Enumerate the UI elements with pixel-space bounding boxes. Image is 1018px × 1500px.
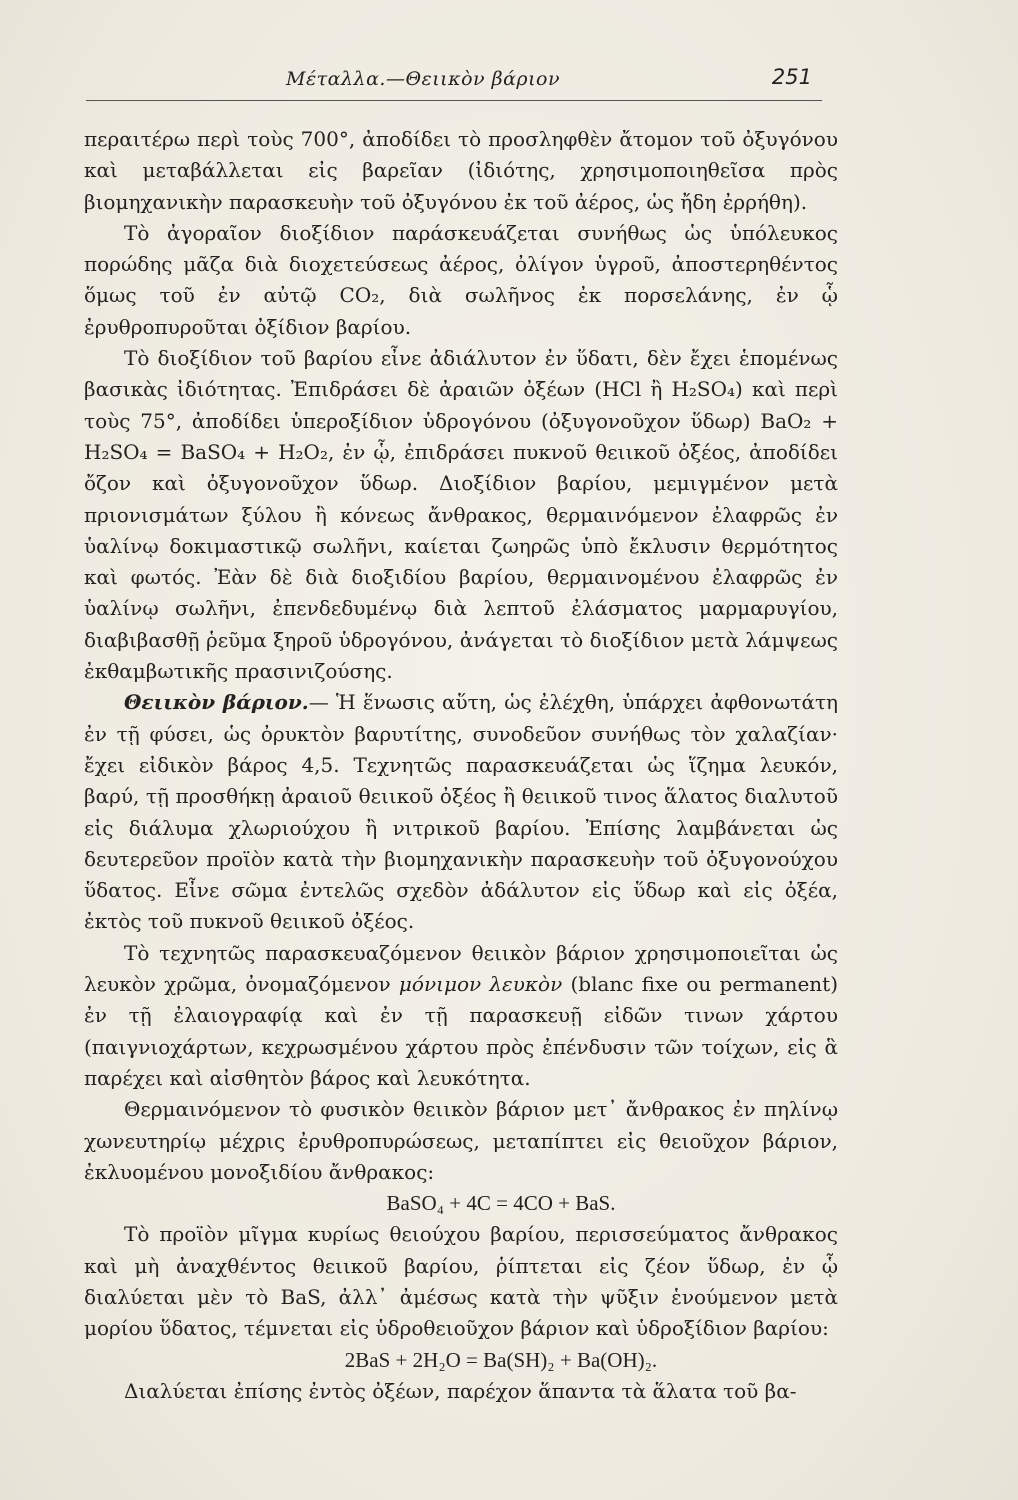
paragraph-dioxide-properties: Τὸ διοξίδιον τοῦ βαρίου εἶνε ἀδιάλυτον ἐν ὕδατι, δὲν ἔχει ἑπομένως βασικὰς ἰδιότητας. Ἐπιδράσει δὲ ἀραιῶν ὀξέων (HCl ἢ H₂SO₄) καὶ περὶ τοὺς 75°, ἀποδίδει ὑπεροξίδιον ὑδρογόνου (ὀξυγονοῦχον ὕδωρ) BaO₂ + H₂SO₄ = BaSO₄ + H₂O₂, ἐν ᾧ, ἐπιδράσει πυκνοῦ θειικοῦ ὀξέος, ἀποδίδει ὄζον καὶ ὀξυγονοῦχον ὕδωρ. Διοξίδιον βαρίου, μεμιγμένον μετὰ πριονισμάτων ξύλου ἢ κόνεως ἄνθρακος, θερμαινόμενον ἐλαφρῶς ἐν ὑαλίνῳ δοκιμαστικῷ σωλῆνι, καίεται ζωηρῶς ὑπὸ ἔκλυσιν θερμότητος καὶ φωτός. Ἐὰν δὲ διὰ διοξιδίου βαρίου, θερμαινομένου ἐλαφρῶς ἐν ὑαλίνῳ σωλῆνι, ἐπενδεδυμένῳ διὰ λεπτοῦ ἐλάσματος μαρμαρυγίου, διαβιβασθῇ ῥεῦμα ξηροῦ ὑδρογόνου, ἀνάγεται τὸ διοξίδιον μετὰ λάμψεως ἐκθαμβωτικῆς πρασινιζούσης. [84,346,838,684]
chemical-equation: BaSO₄ + 4C = 4CO + BaS. [386,1191,616,1216]
italic-term: μόνιμον λευκὸν [398,972,563,997]
body-text [84,124,838,1407]
paragraph-continuation: περαιτέρω περὶ τοὺς 700°, ἀποδίδει τὸ προσληφθὲν ἄτομον τοῦ ὀξυγόνου καὶ μεταβάλλεται εἰς βαρεῖαν (ἰδιότης, χρησιμοποιηθεῖσα πρὸς βιομηχανικὴν παρασκευὴν τοῦ ὀξυγόνου ἐκ τοῦ ἀέρος, ὡς ἤδη ἐρρήθη). [84,127,838,214]
page-number: 251 [771,65,812,89]
running-title: Μέταλλα.—Θειικὸν βάριον [286,68,561,90]
paragraph-acids: Διαλύεται ἐπίσης ἐντὸς ὀξέων, παρέχον ἅπαντα τὰ ἅλατα τοῦ βα- [124,1378,797,1403]
section-heading: Θειικὸν βάριον. [124,690,309,715]
paragraph-product-mixture: Τὸ προϊὸν μῖγμα κυρίως θειούχου βαρίου, περισσεύματος ἄνθρακος καὶ μὴ ἀναχθέντος θειικοῦ βαρίου, ῥίπτεται εἰς ζέον ὕδωρ, ἐν ᾧ διαλύεται μὲν τὸ BaS, ἀλλ᾽ ἀμέσως κατὰ τὴν ψῦξιν ἑνούμενον μετὰ μορίου ὕδατος, τέμνεται εἰς ὑδροθειοῦχον βάριον καὶ ὑδροξίδιον βαρίου: [84,1222,838,1341]
page-header [86,60,822,101]
paragraph-permanent-white: Τὸ τεχνητῶς παρασκευαζόμενον θειικὸν βάριον χρησιμοποιεῖται ὡς λευκὸν χρῶμα, ὀνομαζόμενον μόνιμον λευκὸν (blanc fixe ou permanent) ἐν τῇ ἐλαιογραφίᾳ καὶ ἐν τῇ παρασκευῇ εἰδῶν τινων χάρτου (παιγνιοχάρτων, κεχρωσμένου χάρτου πρὸς ἐπένδυσιν τῶν τοίχων, εἰς ἃ παρέχει καὶ αἰσθητὸν βάρος καὶ λευκότητα. [84,940,838,1090]
paragraph-barium-sulfate: Θειικὸν βάριον.— Ἡ ἕνωσις αὕτη, ὡς ἐλέχθη, ὑπάρχει ἀφθονωτάτη ἐν τῇ φύσει, ὡς ὀρυκτὸν βαρυτίτης, συνοδεῦον συνήθως τὸν χαλαζίαν· ἔχει εἰδικὸν βάρος 4,5. Τεχνητῶς παρασκευάζεται ὡς ἵζημα λευκόν, βαρύ, τῇ προσθήκῃ ἀραιοῦ θειικοῦ ὀξέος ἢ θειικοῦ τινος ἅλατος διαλυτοῦ εἰς διάλυμα χλωριούχου ἢ νιτρικοῦ βαρίου. Ἐπίσης λαμβάνεται ὡς δευτερεῦον προϊὸν κατὰ τὴν βιομηχανικὴν παρασκευὴν τοῦ ὀξυγονούχου ὕδατος. Εἶνε σῶμα ἐντελῶς σχεδὸν ἀδάλυτον εἰς ὕδωρ καὶ εἰς ὀξέα, ἐκτὸς τοῦ πυκνοῦ θειικοῦ ὀξέος. [84,690,839,934]
paragraph-commercial-dioxide: Τὸ ἀγοραῖον διοξίδιον παράσκευάζεται συνήθως ὡς ὑπόλευκος πορώδης μᾶζα διὰ διοχετεύσεως ἀέρος, ὀλίγον ὑγροῦ, ἀποστερηθέντος ὅμως τοῦ ἐν αὐτῷ CO₂, διὰ σωλῆνος ἐκ πορσελάνης, ἐν ᾧ ἐρυθροπυροῦται ὀξίδιον βαρίου. [84,220,838,339]
chemical-equation: 2BaS + 2H₂O = Ba(SH)₂ + Ba(OH)₂. [344,1347,658,1372]
paragraph-heating: Θερμαινόμενον τὸ φυσικὸν θειικὸν βάριον μετ᾽ ἄνθρακος ἐν πηλίνῳ χωνευτηρίῳ μέχρις ἐρυθροπυρώσεως, μεταπίπτει εἰς θειοῦχον βάριον, ἐκλυομένου μονοξιδίου ἄνθρακος: [84,1097,838,1184]
